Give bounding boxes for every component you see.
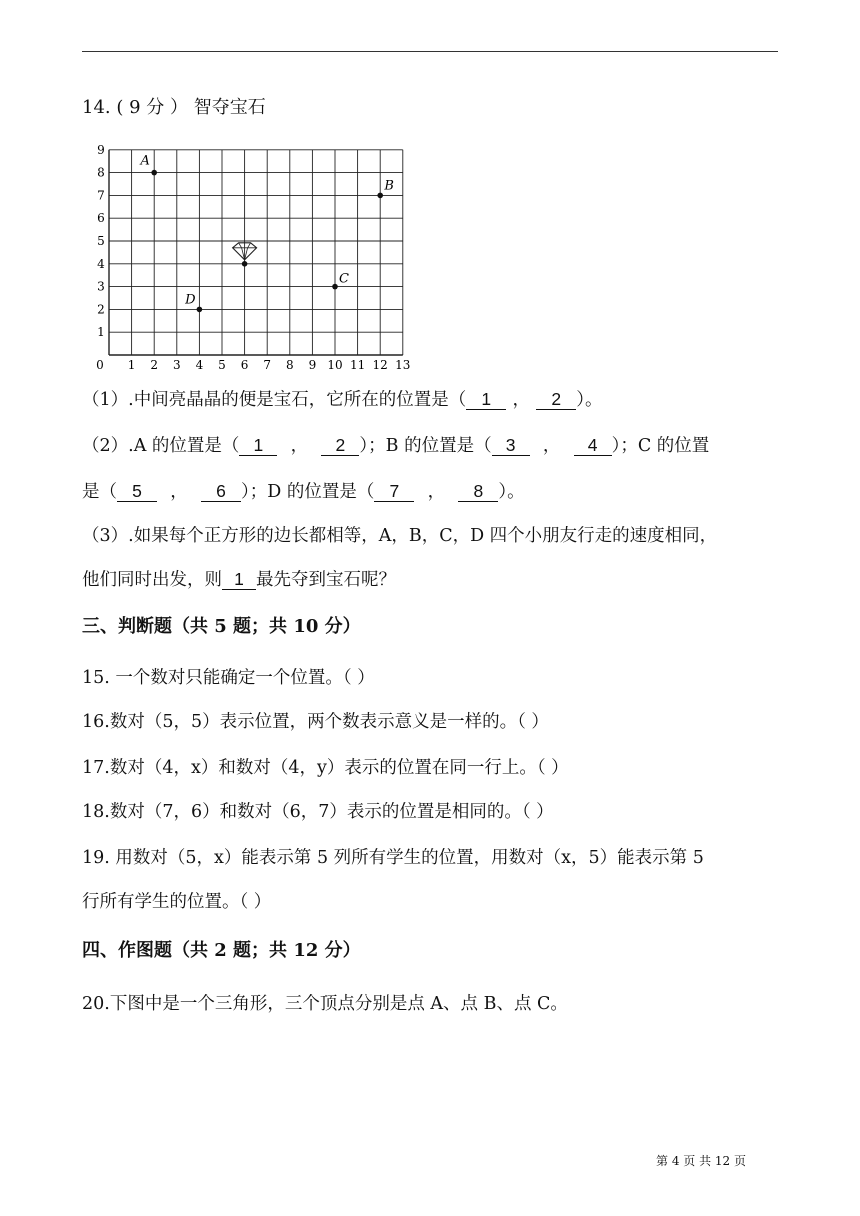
y-tick-label: 3 xyxy=(97,279,105,294)
x-tick-label: 4 xyxy=(195,358,204,369)
x-tick-label: 0 xyxy=(96,358,104,369)
q14-part1: （1）.中间亮晶晶的便是宝石，它所在的位置是（ 1 ， 2 ）。 xyxy=(82,389,603,410)
answer-blank[interactable]: 2 xyxy=(321,435,359,456)
coordinate-grid xyxy=(90,133,420,369)
x-tick-label: 5 xyxy=(218,358,226,369)
answer-blank[interactable]: 5 xyxy=(117,481,157,502)
question-16: 16.数对（5，5）表示位置，两个数表示意义是一样的。（ ） xyxy=(82,712,549,732)
question-19-cont: 行所有学生的位置。（ ） xyxy=(82,892,272,912)
point-label: C xyxy=(339,271,349,287)
x-tick-label: 8 xyxy=(285,358,294,369)
x-tick-label: 6 xyxy=(240,358,249,369)
y-tick-label: 5 xyxy=(97,234,105,248)
y-tick-label: 6 xyxy=(97,211,105,226)
y-tick-label: 7 xyxy=(97,188,105,203)
section-3-title: 三、判断题（共 5 题；共 10 分） xyxy=(82,616,361,637)
point-label: A xyxy=(140,153,150,169)
q14-part3: （3）.如果每个正方形的边长都相等，A，B，C，D 四个小朋友行走的速度相同， xyxy=(82,526,718,546)
grid-point xyxy=(377,193,383,199)
question-17: 17.数对（4，x）和数对（4，y）表示的位置在同一行上。（ ） xyxy=(82,758,569,778)
grid-point xyxy=(197,307,203,313)
header-rule xyxy=(82,51,778,52)
question-15: 15. 一个数对只能确定一个位置。（ ） xyxy=(82,668,375,688)
grid-point xyxy=(332,284,338,290)
q14-part2: （2）.A 的位置是（ 1 ， 2 ）；B 的位置是（ 3 ， 4 ）；C 的位置 xyxy=(82,435,710,456)
answer-blank[interactable]: 1 xyxy=(239,435,277,456)
x-tick-label: 11 xyxy=(349,358,366,369)
x-tick-label: 12 xyxy=(372,358,388,369)
y-tick-label: 8 xyxy=(97,165,105,180)
x-tick-label: 3 xyxy=(172,358,181,369)
answer-blank[interactable]: 2 xyxy=(536,389,576,410)
y-tick-label: 1 xyxy=(97,325,105,340)
grid-point xyxy=(151,170,157,176)
grid-point xyxy=(242,261,248,267)
x-tick-label: 1 xyxy=(127,358,136,369)
answer-blank[interactable]: 7 xyxy=(374,481,414,502)
answer-blank[interactable]: 3 xyxy=(492,435,530,456)
y-tick-label: 9 xyxy=(97,142,105,157)
x-tick-label: 9 xyxy=(308,358,317,369)
question-18: 18.数对（7，6）和数对（6，7）表示的位置是相同的。（ ） xyxy=(82,802,554,822)
question-19: 19. 用数对（5，x）能表示第 5 列所有学生的位置，用数对（x，5）能表示第 5 xyxy=(82,848,704,868)
answer-blank[interactable]: 6 xyxy=(201,481,241,502)
q14-part3-cont: 他们同时出发，则 1 最先夺到宝石呢？ xyxy=(82,569,396,590)
answer-blank[interactable]: 1 xyxy=(466,389,506,410)
y-tick-label: 2 xyxy=(97,302,105,317)
question-20: 20.下图中是一个三角形，三个顶点分别是点 A、点 B、点 C。 xyxy=(82,994,568,1014)
point-label: D xyxy=(185,292,196,308)
x-tick-label: 10 xyxy=(327,358,343,369)
page-footer: 第 4 页 共 12 页 xyxy=(656,1154,746,1168)
x-tick-label: 7 xyxy=(263,358,272,369)
q14-part2-cont: 是（ 5 ， 6 ）；D 的位置是（ 7 ， 8 ）。 xyxy=(82,481,525,502)
x-tick-label: 13 xyxy=(395,358,411,369)
answer-blank[interactable]: 1 xyxy=(222,569,256,590)
x-tick-label: 2 xyxy=(150,358,159,369)
answer-blank[interactable]: 4 xyxy=(574,435,612,456)
point-label: B xyxy=(384,178,394,194)
answer-blank[interactable]: 8 xyxy=(458,481,498,502)
question-14-title: 14. ( 9 分 ） 智夺宝石 xyxy=(82,97,266,118)
section-4-title: 四、作图题（共 2 题；共 12 分） xyxy=(82,940,361,961)
y-tick-label: 4 xyxy=(97,256,105,271)
